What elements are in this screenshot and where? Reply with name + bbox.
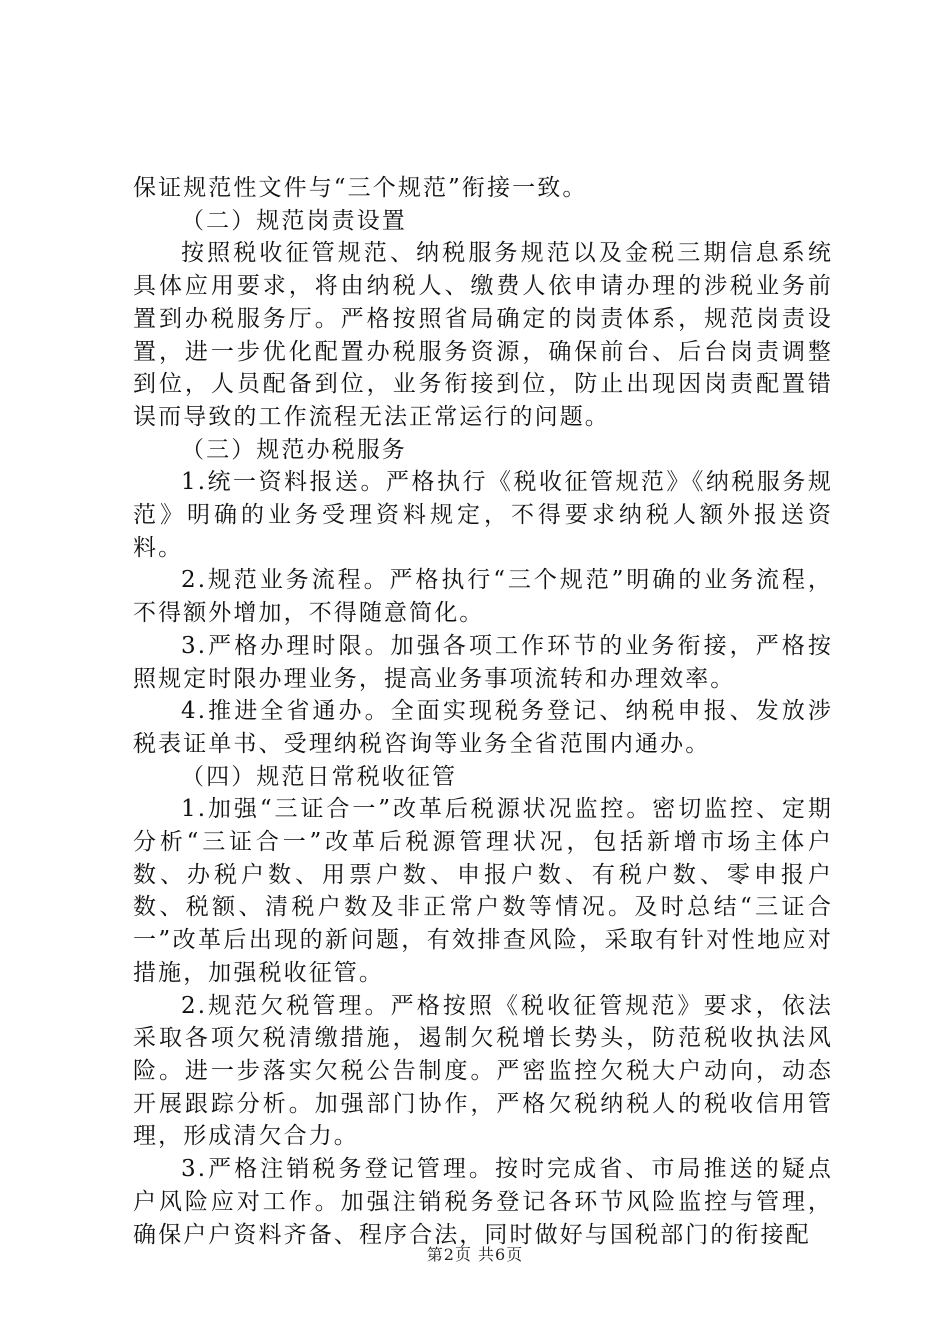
paragraph-continuation: 保证规范性文件与“三个规范”衔接一致。 (133, 175, 588, 201)
paragraph-post-setting: 按照税收征管规范、纳税服务规范以及金税三期信息系统具体应用要求，将由纳税人、缴费人依申请办理的涉税业务前置到办税服务厅。严格按照省局确定的岗责体系，规范岗责设置，进一步优化配置办税服务资源，确保前台、后台岗责调整到位，人员配备到位，业务衔接到位，防止出现因岗责配置错误而导致的工作流程无法正常运行的问题。 (133, 240, 833, 430)
paragraph-item-4: 4.推进全省通办。全面实现税务登记、纳税申报、发放涉税表证单书、受理纳税咨询等业务全省范围内通办。 (133, 698, 833, 757)
paragraph-item-3: 3.严格办理时限。加强各项工作环节的业务衔接，严格按照规定时限办理业务，提高业务事项流转和办理效率。 (133, 632, 833, 692)
paragraph-item-2b: 2.规范欠税管理。严格按照《税收征管规范》要求，依法采取各项欠税清缴措施，遏制欠税增长势头，防范税收执法风险。进一步落实欠税公告制度。严密监控欠税大户动向，动态开展跟踪分析。加强部门协作，严格欠税纳税人的税收信用管理，形成清欠合力。 (133, 992, 833, 1150)
section-heading-2: （二）规范岗责设置 (181, 207, 407, 234)
page-number-label: 第2页 共6页 (426, 1245, 524, 1264)
paragraph-item-2: 2.规范业务流程。严格执行“三个规范”明确的业务流程，不得额外增加，不得随意简化。 (133, 567, 833, 627)
paragraph-item-3b: 3.严格注销税务登记管理。按时完成省、市局推送的疑点户风险应对工作。加强注销税务登记各环节风险监控与管理，确保户户资料齐备、程序合法，同时做好与国税部门的衔接配 (133, 1156, 833, 1248)
section-heading-3: （三）规范办税服务 (181, 436, 407, 463)
paragraph-item-1: 1.统一资料报送。严格执行《税收征管规范》《纳税服务规范》明确的业务受理资料规定，不得要求纳税人额外报送资料。 (133, 469, 833, 561)
paragraph-item-1b: 1.加强“三证合一”改革后税源状况监控。密切监控、定期分析“三证合一”改革后税源管理状况，包括新增市场主体户数、办税户数、用票户数、申报户数、有税户数、零申报户数、税额、清税户数及非正常户数等情况。及时总结“三证合一”改革后出现的新问题，有效排查风险，采取有针对性地应对措施，加强税收征管。 (133, 796, 833, 986)
section-heading-4: （四）规范日常税收征管 (181, 763, 458, 790)
page-footer (0, 1242, 950, 1265)
document-body (133, 172, 833, 1251)
